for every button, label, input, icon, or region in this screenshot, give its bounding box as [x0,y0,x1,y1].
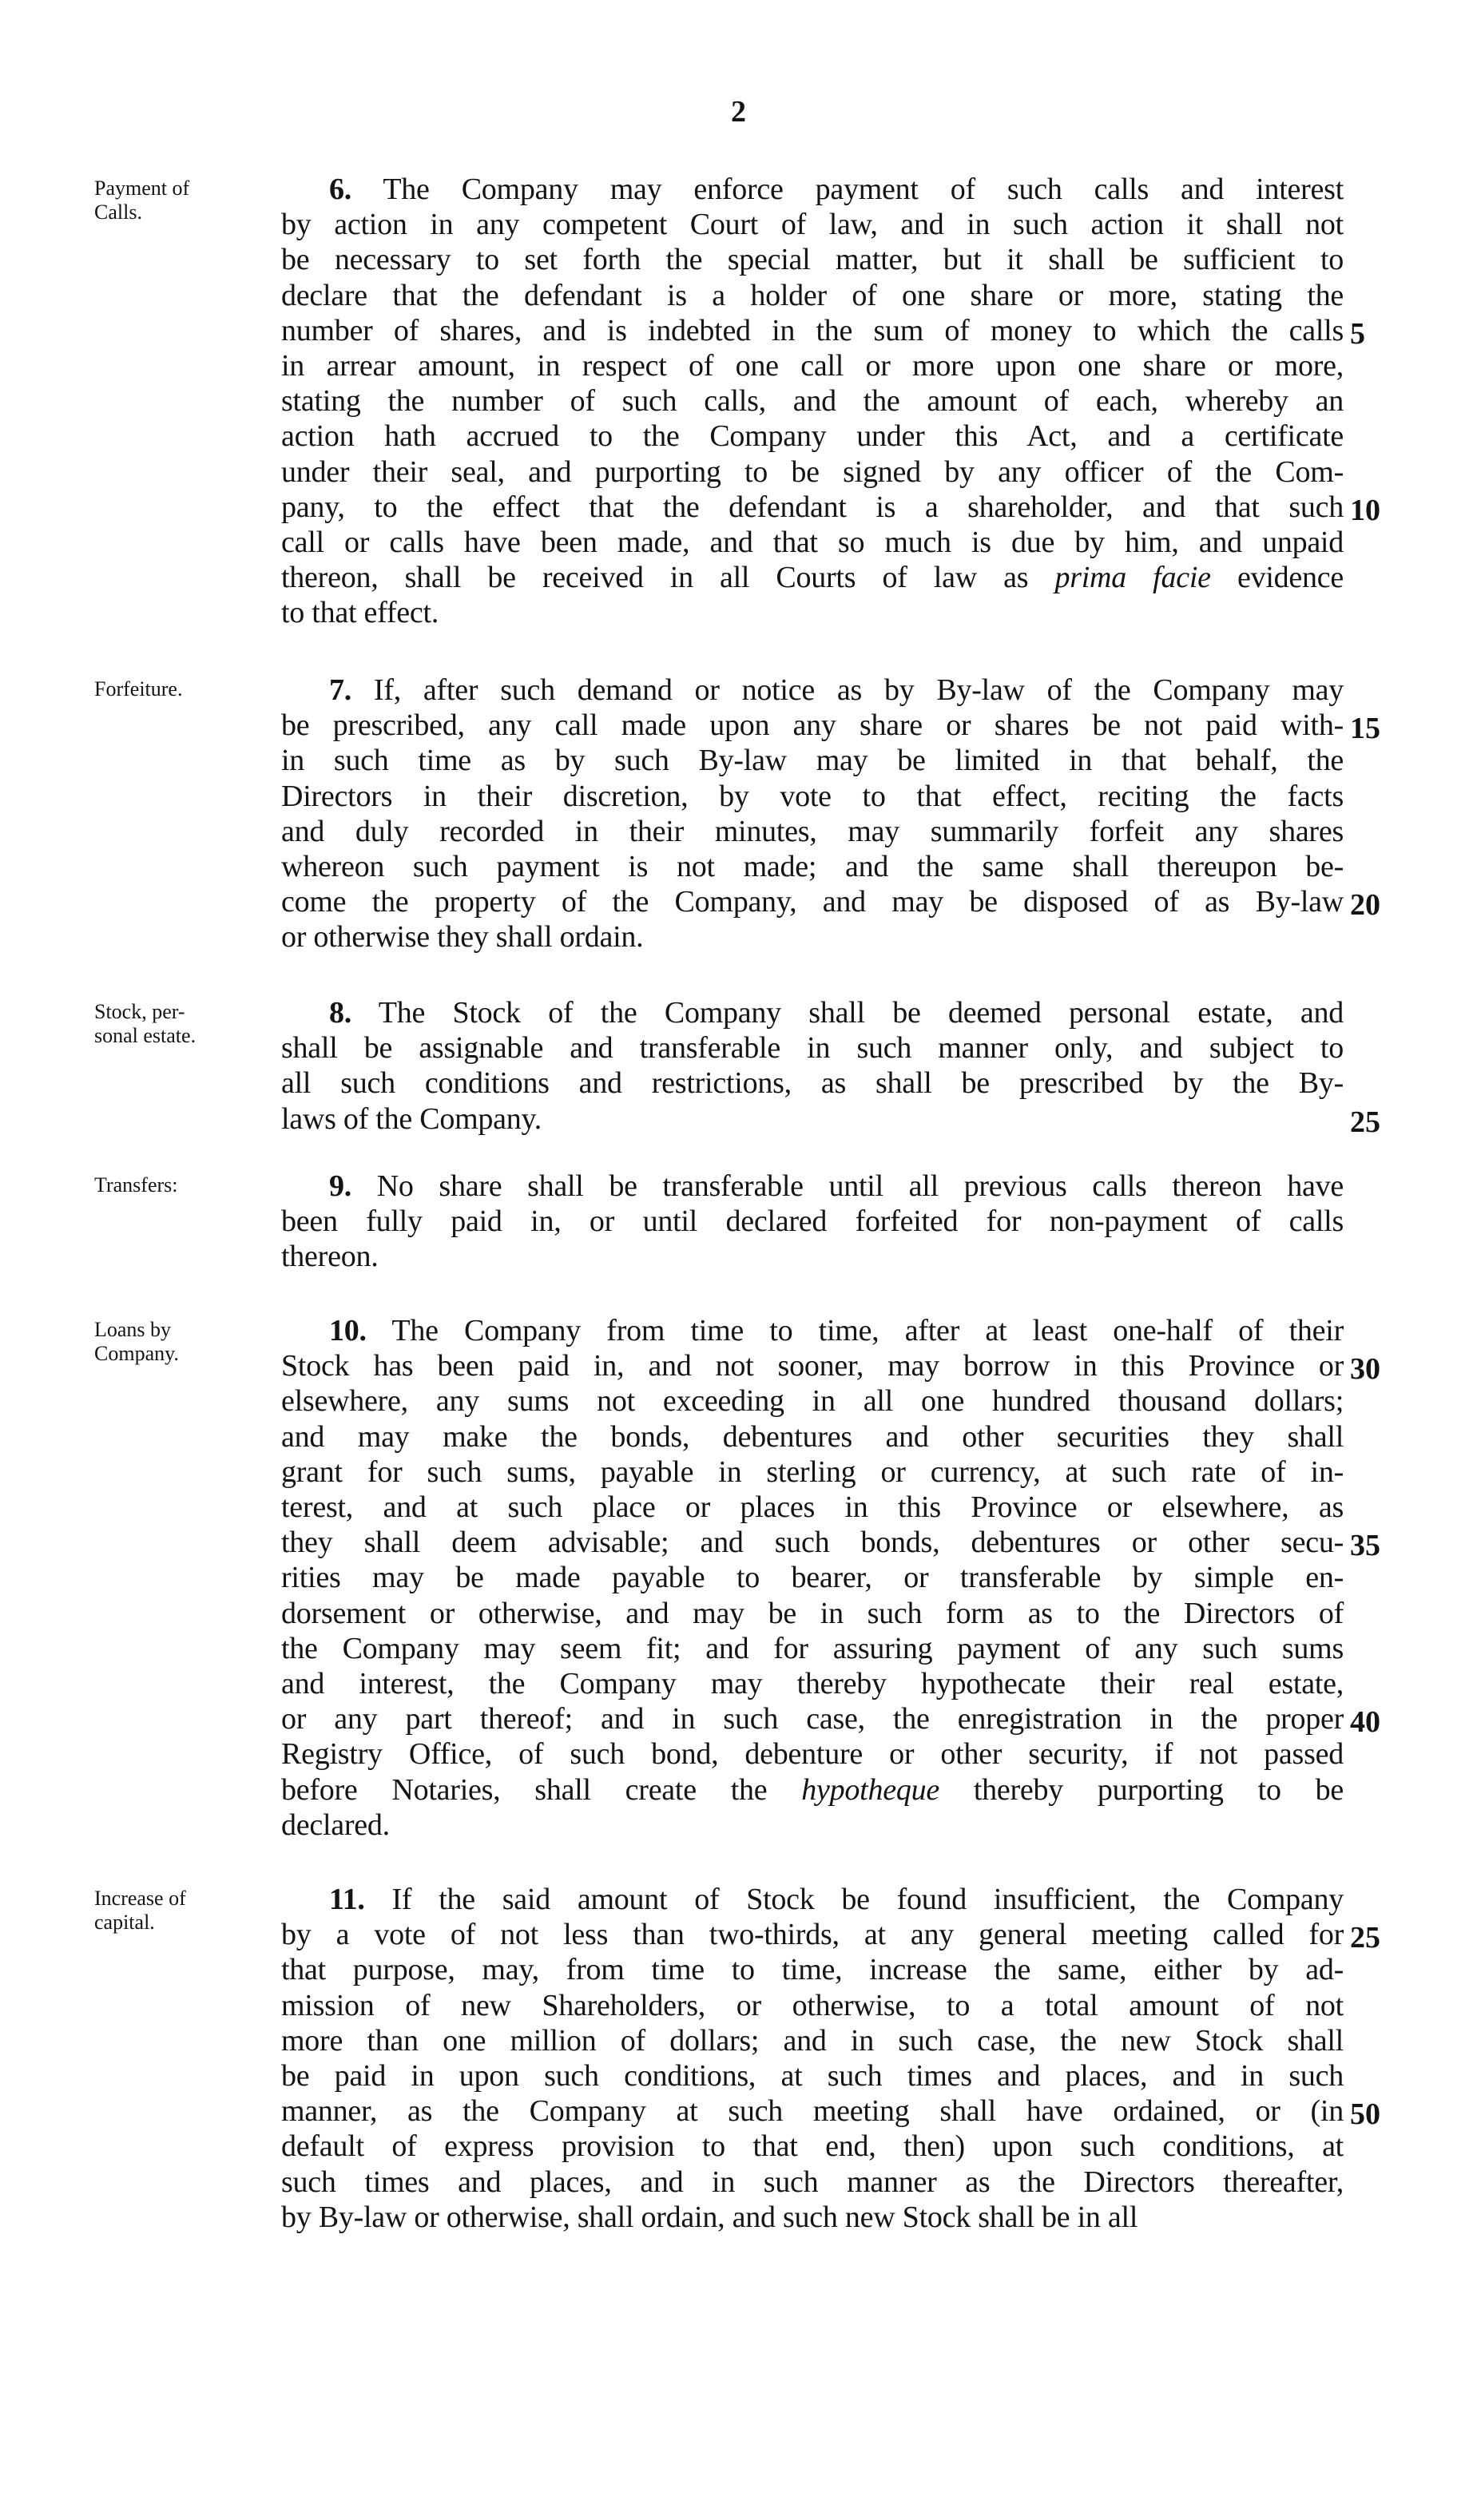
text-run: default of express provision to that end, then) upon such conditions, at [281,2129,1344,2164]
text-line [281,1666,1344,1701]
text-line [281,1952,1344,1987]
section-number: 10. [329,1314,367,1347]
text-line [281,1701,1344,1736]
text-line [281,2165,1344,2200]
text-line [281,1631,1344,1666]
text-run: Directors in their discretion, by vote to that effect, reciting the facts [281,779,1344,813]
section-number: 7. [329,673,351,707]
text-line [281,1772,1344,1808]
text-line [281,1525,1344,1560]
text-run: declare that the defendant is a holder of one share or more, stating the [281,278,1344,312]
text-run: elsewhere, any sums not exceeding in all one hundred thousand dollars; [281,1384,1344,1419]
text-line [281,1490,1344,1525]
text-run: thereby purporting to be [939,1772,1344,1807]
text-run: or any part thereof; and in such case, the enregistration in the proper [281,1702,1344,1736]
text-line [329,995,1344,1030]
text-line [281,525,1344,560]
margin-note [94,1000,278,1048]
text-run: If the said amount of Stock be found insufficient, the Company [364,1883,1344,1916]
text-run: that purpose, may, from time to time, increase the same, either by ad- [281,1953,1344,1987]
text-run: by a vote of not less than two-thirds, at any general meeting called for [281,1918,1344,1952]
text-run: to that effect. [281,596,439,630]
margin-note-line: Company. [94,1342,179,1365]
text-line [281,348,1344,383]
text-run: be necessary to set forth the special matter, but it shall be sufficient to [281,243,1344,277]
text-run: in arrear amount, in respect of one call or more upon one share or more, [281,349,1344,383]
text-line [329,1313,1344,1348]
text-line [281,419,1344,454]
text-run: shall be assignable and transferable in such manner only, and subject to [281,1031,1344,1066]
text-run: If, after such demand or notice as by By-law of the Company may [351,673,1344,707]
text-run: by By-law or otherwise, shall ordain, and such new Stock shall be in all [281,2200,1138,2234]
margin-note-line: sonal estate. [94,1024,197,1047]
margin-note [94,177,278,224]
text-run: thereon, shall be received in all Courts of law as [281,561,1055,595]
text-run: grant for such sums, payable in sterling or currency, at such rate of in- [281,1454,1344,1489]
text-line [281,779,1344,814]
text-line [281,1204,1344,1239]
text-run: The Stock of the Company shall be deemed personal estate, and [351,996,1344,1030]
text-run: The Company may enforce payment of such calls and interest [351,173,1344,206]
text-run: all such conditions and restrictions, as shall be prescribed by the By- [281,1066,1344,1101]
text-line [329,673,1344,708]
text-line [281,2200,1138,2235]
margin-note [94,677,278,701]
text-line [281,1066,1344,1101]
text-line [329,1882,1344,1917]
text-line [281,1101,542,1137]
text-run: Stock has been paid in, and not sooner, may borrow in this Province or [281,1349,1344,1383]
text-line [281,560,1344,595]
text-run: come the property of the Company, and may be disposed of as By-law [281,885,1344,919]
text-run: pany, to the effect that the defendant is a shareholder, and that such [281,490,1344,524]
text-line [281,743,1344,778]
text-line [281,1988,1344,2023]
text-run: number of shares, and is indebted in the sum of money to which the calls [281,313,1344,347]
text-line [281,383,1344,419]
section-number: 6. [329,173,351,206]
text-line [281,242,1344,277]
page-number: 2 [731,95,746,129]
line-number: 25 [1350,1105,1380,1139]
text-line [329,172,1344,207]
line-number: 25 [1350,1921,1380,1955]
text-line [281,2093,1344,2129]
section-number: 11. [329,1883,365,1916]
text-run: be prescribed, any call made upon any share or shares be not paid with- [281,708,1344,743]
line-number: 5 [1350,316,1365,351]
text-run: Registry Office, of such bond, debenture or other security, if not passed [281,1737,1344,1772]
margin-note-line: Increase of [94,1887,186,1910]
line-number: 35 [1350,1529,1380,1563]
text-run: call or calls have been made, and that so much is due by him, and unpaid [281,526,1344,559]
text-line [281,1560,1344,1595]
text-line [281,884,1344,919]
section-number: 8. [329,996,351,1030]
text-line [281,1596,1344,1631]
line-number: 30 [1350,1352,1380,1387]
text-run: whereon such payment is not made; and the same shall thereupon be- [281,850,1344,883]
text-run: No share shall be transferable until all previous calls thereon have [351,1169,1344,1203]
text-run: dorsement or otherwise, and may be in such form as to the Directors of [281,1596,1344,1630]
text-line [281,2023,1344,2058]
text-line [281,1239,378,1274]
text-run: and duly recorded in their minutes, may summarily forfeit any shares [281,814,1344,848]
text-run: terest, and at such place or places in this Province or elsewhere, as [281,1490,1344,1524]
text-run: declared. [281,1808,390,1842]
text-line [329,1169,1344,1204]
text-run: and interest, the Company may thereby hypothecate their real estate, [281,1667,1344,1701]
margin-note-line: capital. [94,1911,155,1934]
margin-note [94,1318,278,1366]
text-run: laws of the Company. [281,1101,542,1136]
text-run: been fully paid in, or until declared forfeited for non-payment of calls [281,1204,1344,1239]
section-number: 9. [329,1169,351,1203]
text-line [281,919,643,954]
text-run: more than one million of dollars; and in such case, the new Stock shall [281,2023,1344,2058]
text-run: thereon. [281,1240,379,1274]
margin-note-line: Forfeiture. [94,677,183,700]
text-run: they shall deem advisable; and such bonds, debentures or other secu- [281,1526,1344,1560]
text-line [281,1808,390,1843]
text-line [281,207,1344,242]
margin-note-line: Stock, per- [94,1000,185,1023]
text-run: or otherwise they shall ordain. [281,920,644,954]
text-run: in such time as by such By-law may be limited in that behalf, the [281,744,1344,778]
text-line [281,814,1344,849]
text-run: before Notaries, shall create the [281,1772,802,1807]
margin-note [94,1887,278,1935]
line-number: 20 [1350,888,1380,923]
italic-term: prima facie [1054,561,1211,595]
text-line [281,1454,1344,1490]
line-number: 10 [1350,493,1380,527]
line-number: 15 [1350,712,1380,746]
margin-note [94,1173,278,1197]
text-line [281,1736,1344,1772]
text-line [281,849,1344,884]
text-line [281,313,1344,348]
line-number: 40 [1350,1705,1380,1740]
text-line [281,1419,1344,1454]
text-line [281,2058,1344,2093]
text-run: evidence [1210,561,1344,595]
text-run: under their seal, and purporting to be signed by any officer of the Com- [281,454,1344,489]
italic-term: hypotheque [801,1772,939,1807]
text-run: the Company may seem fit; and for assuring payment of any such sums [281,1631,1344,1665]
text-run: The Company from time to time, after at least one-half of their [366,1314,1344,1347]
margin-note-line: Loans by [94,1318,172,1341]
text-run: mission of new Shareholders, or otherwise, to a total amount of not [281,1988,1344,2022]
margin-note-line: Transfers: [94,1173,178,1197]
text-line [281,1917,1344,1952]
text-line [281,595,439,630]
text-line [281,2129,1344,2164]
text-line [281,1348,1344,1383]
text-line [281,1030,1344,1066]
text-line [281,708,1344,743]
line-number: 50 [1350,2097,1380,2132]
text-run: action hath accrued to the Company under this Act, and a certificate [281,419,1344,454]
text-run: such times and places, and in such manner as the Directors thereafter, [281,2165,1344,2199]
text-run: by action in any competent Court of law, and in such action it shall not [281,208,1344,242]
text-run: stating the number of such calls, and the amount of each, whereby an [281,384,1344,419]
text-run: rities may be made payable to bearer, or transferable by simple en- [281,1561,1344,1595]
text-line [281,1383,1344,1419]
text-line [281,278,1344,313]
margin-note-line: Payment of [94,177,190,200]
text-run: manner, as the Company at such meeting shall have ordained, or (in [281,2094,1344,2129]
text-run: and may make the bonds, debentures and other securities they shall [281,1419,1344,1454]
text-line [281,490,1344,525]
margin-note-line: Calls. [94,200,142,224]
text-line [281,454,1344,490]
text-run: be paid in upon such conditions, at such times and places, and in such [281,2059,1344,2093]
